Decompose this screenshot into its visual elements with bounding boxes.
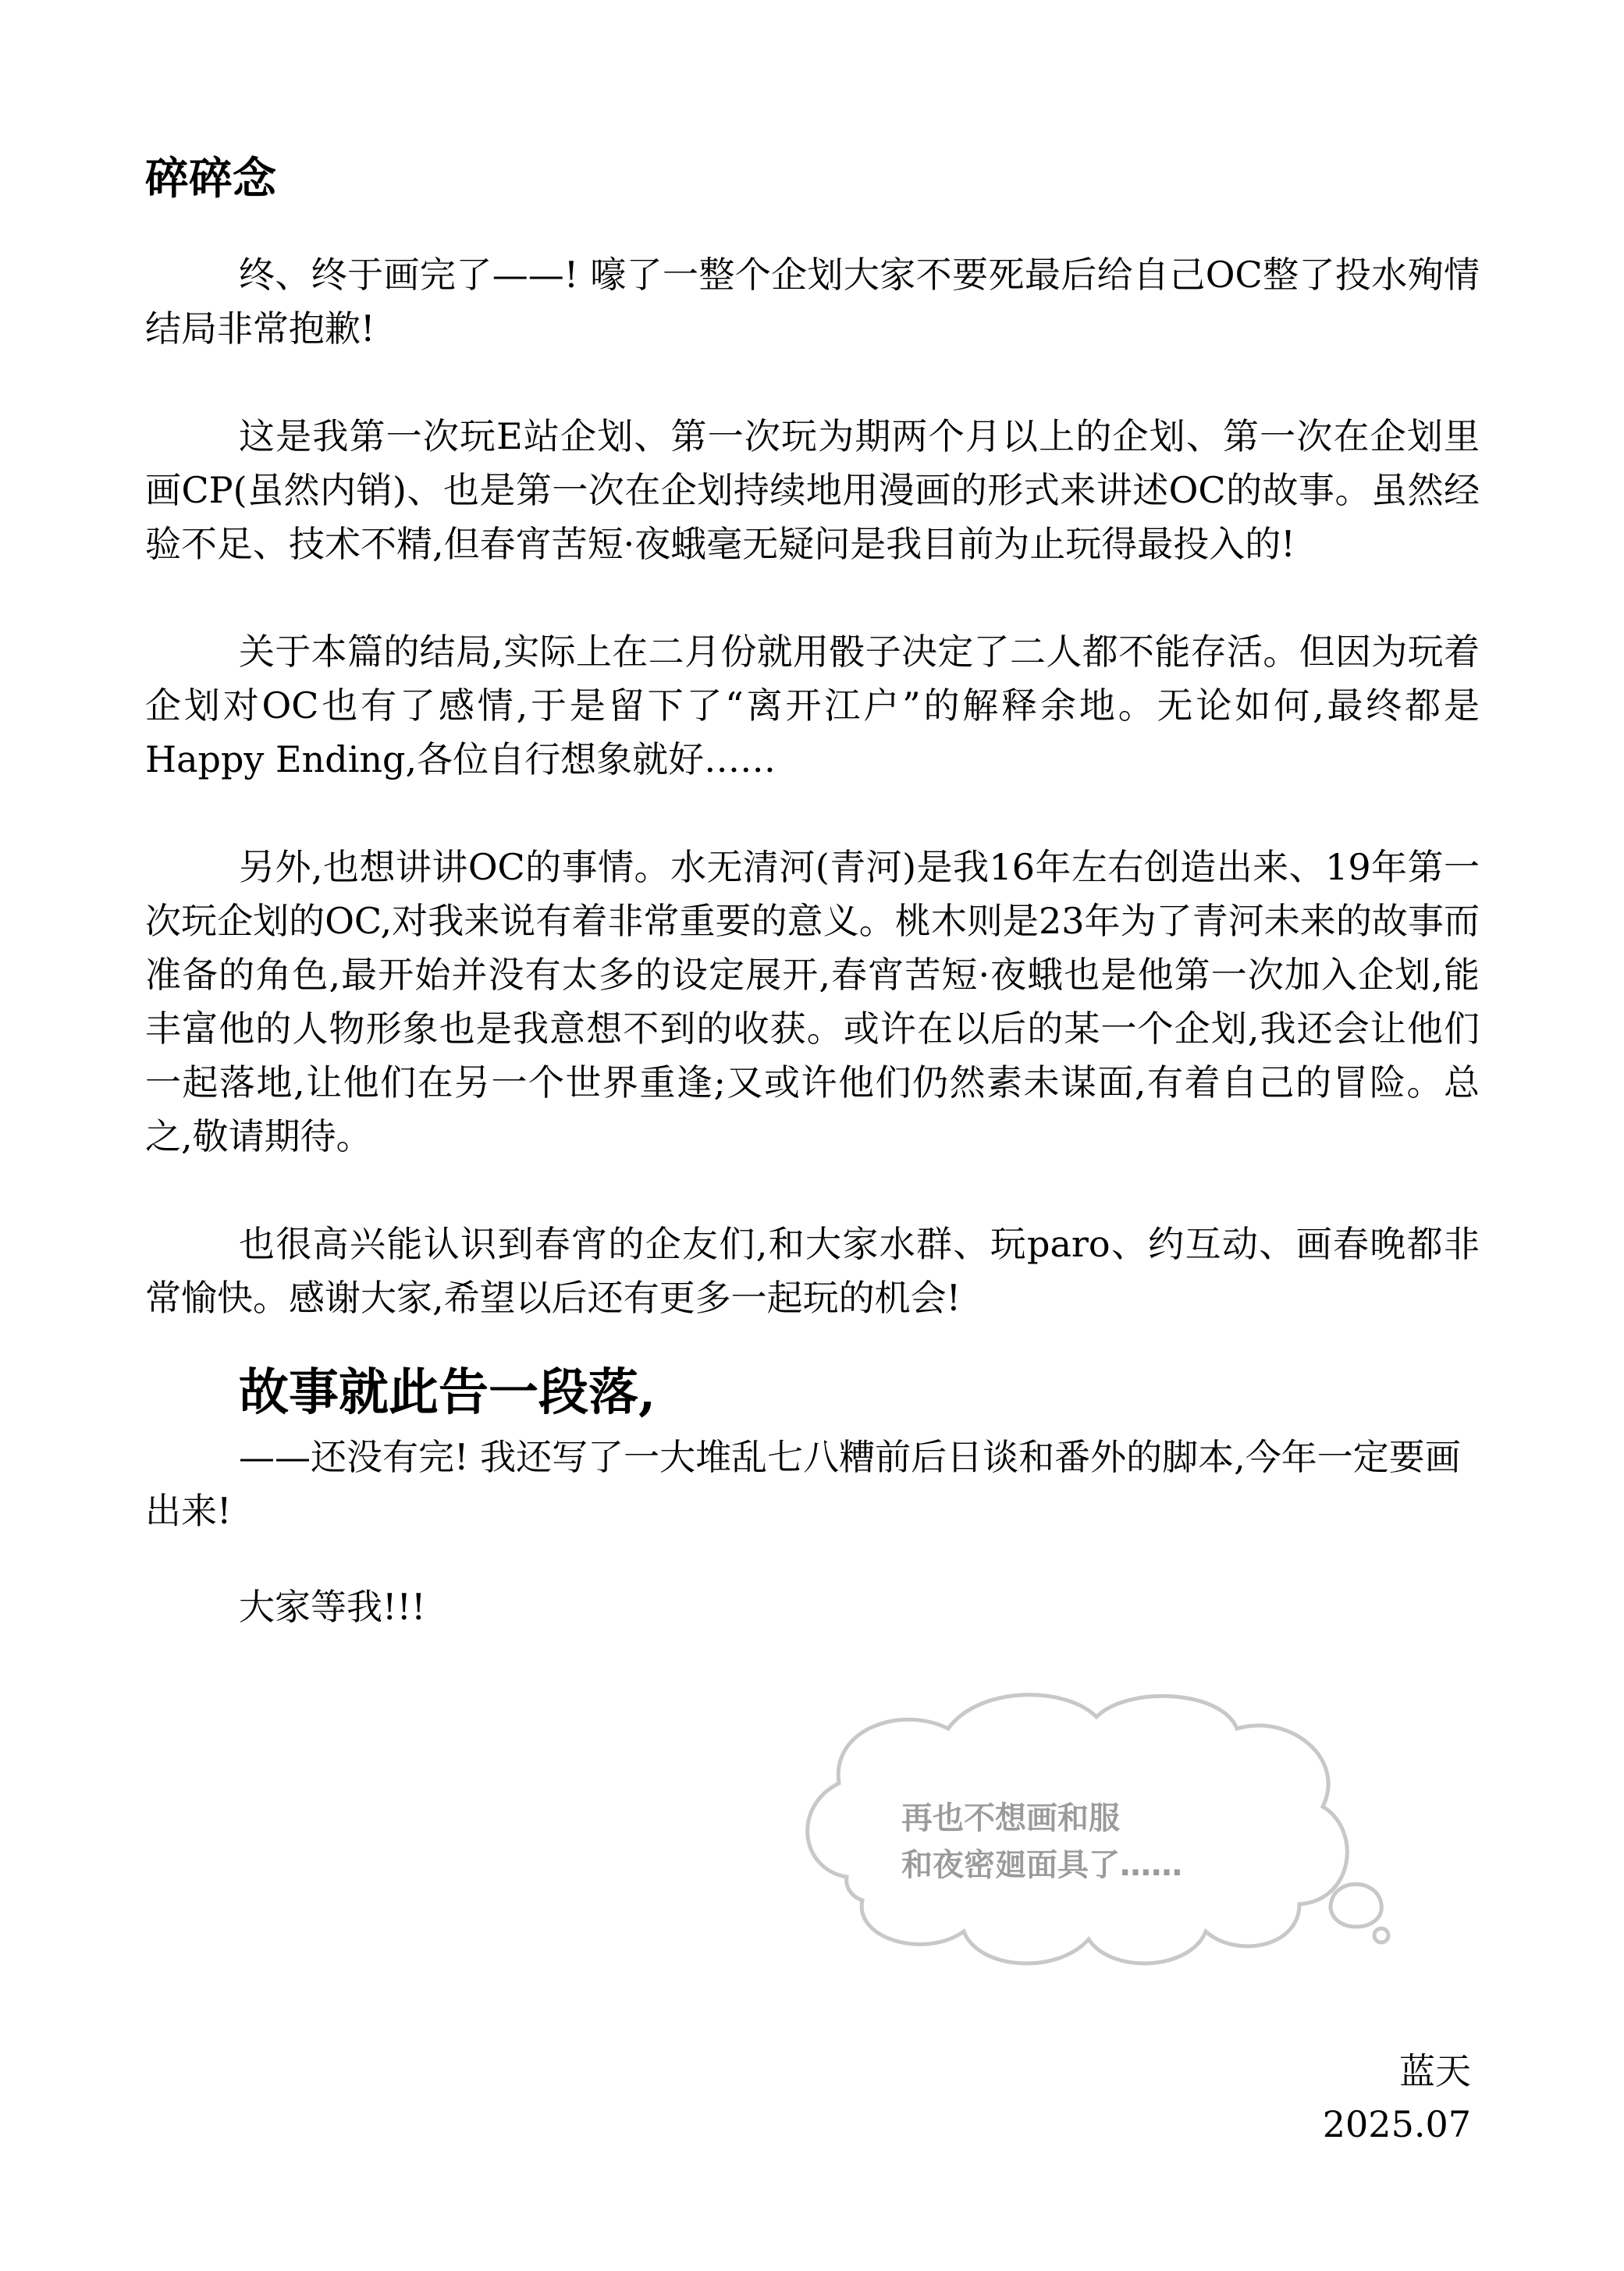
author-name: 蓝天: [1399, 2050, 1471, 2092]
paragraph-oc: 另外,也想讲讲OC的事情。水无清河(青河)是我16年左右创造出来、19年第一次玩企划的OC,对我来说有着非常重要的意义。桃木则是23年为了青河未来的故事而准备的角色,最开始并没有太多的设定展开,春宵苦短·夜蛾也是他第一次加入企划,能丰富他的人物形象也是我意想不到的收获。或许在以后的某一个企划,我还会让他们一起落地,让他们在另一个世界重逢;又或许他们仍然素未谋面,有着自己的冒险。总之,敬请期待。: [145, 846, 1480, 1157]
thought-bubble-text: [901, 1795, 1182, 1889]
thought-bubble-line: 再也不想画和服: [901, 1800, 1120, 1836]
signature: [1323, 2045, 1471, 2151]
paragraph-finished: 终、终于画完了——! 嚎了一整个企划大家不要死最后给自己OC整了投水殉情结局非常抱歉!: [145, 254, 1480, 350]
page-title: 碎碎念: [145, 154, 276, 204]
body-text: [145, 248, 1480, 1379]
paragraph-ending: 关于本篇的结局,实际上在二月份就用骰子决定了二人都不能存活。但因为玩着企划对OC也有了感情,于是留下了“离开江户”的解释余地。无论如何,最终都是Happy Ending,各位自行想象就好……: [145, 631, 1480, 780]
closing-text: ——还没有完! 我还写了一大堆乱七八糟前后日谈和番外的脚本,今年一定要画出来!: [145, 1436, 1461, 1532]
signature-date: 2025.07: [1322, 2103, 1471, 2145]
paragraph-thanks: 也很高兴能认识到春宵的企友们,和大家水群、玩paro、约互动、画春晚都非常愉快。感谢大家,希望以后还有更多一起玩的机会!: [145, 1223, 1480, 1319]
closing-shout: 大家等我!!!: [239, 1586, 426, 1628]
closing-heading: 故事就此告一段落,: [239, 1363, 656, 1422]
paragraph-first-experience: 这是我第一次玩E站企划、第一次玩为期两个月以上的企划、第一次在企划里画CP(虽然内销)、也是第一次在企划持续地用漫画的形式来讲述OC的故事。虽然经验不足、技术不精,但春宵苦短·夜蛾毫无疑问是我目前为止玩得最投入的!: [145, 415, 1480, 565]
thought-bubble-line: 和夜密廻面具了……: [901, 1847, 1182, 1883]
